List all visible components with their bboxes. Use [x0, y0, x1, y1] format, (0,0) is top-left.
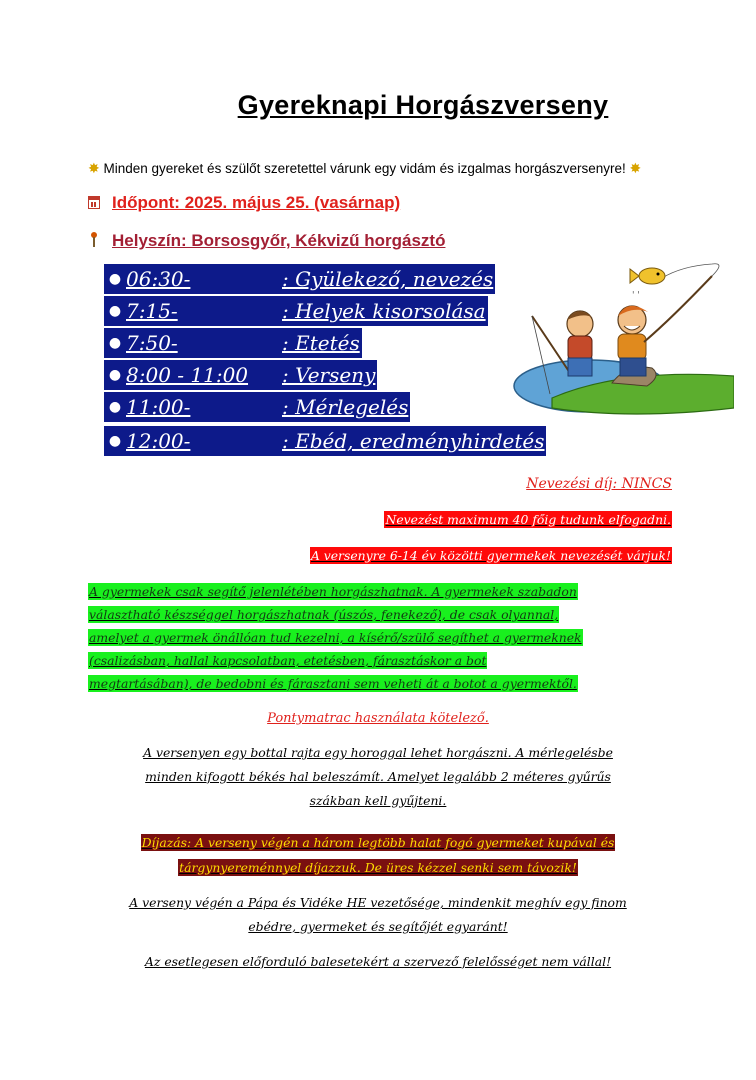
bullet-icon: ● — [108, 433, 122, 449]
date-text: Időpont: 2025. május 25. (vasárnap) — [112, 193, 401, 212]
prizes-text: Díjazás: A verseny végén a három legtöbb halat fogó gyermeket kupával és — [141, 835, 615, 850]
max-entries-line — [384, 512, 672, 527]
rules-line — [88, 653, 487, 668]
bullet-icon: ● — [108, 303, 122, 319]
sparkle-icon: ✸ — [88, 160, 100, 176]
welcome-text: Minden gyereket és szülőt szeretettel várunk egy vidám és izgalmas horgászversenyre! — [103, 161, 626, 176]
rod-rules-line: minden kifogott békés hal beleszámít. Amelyet legalább 2 méteres gyűrűs — [145, 769, 611, 784]
rod-rules-line: A versenyen egy bottal rajta egy horoggal lehet horgászni. A mérlegelésbe — [143, 745, 613, 760]
schedule-time: 7:50- — [126, 331, 178, 355]
schedule-event: : Gyülekező, nevezés — [282, 267, 494, 291]
prizes-text: tárgynyereménnyel díjazzuk. De üres kézzel senki sem távozik! — [179, 860, 577, 875]
rules-line — [88, 607, 559, 622]
schedule-item — [104, 392, 410, 422]
date-row — [88, 193, 400, 213]
age-range-line — [310, 548, 672, 563]
age-range: A versenyre 6-14 év közötti gyermekek nevezését várjuk! — [310, 548, 671, 563]
prizes-line — [0, 835, 756, 850]
pin-icon — [88, 232, 100, 248]
disclaimer: Az esetlegesen előforduló balesetekért a szervező felelősséget nem vállal! — [144, 954, 612, 969]
bullet-icon: ● — [108, 367, 122, 383]
rules-text: választható készséggel horgászhatnak (úszós, fenekező), de csak olyannal, — [89, 607, 559, 622]
entry-fee: Nevezési díj: NINCS — [526, 476, 672, 492]
rod-rules-line: szákban kell gyűjteni. — [309, 793, 447, 808]
svg-text:' ': ' ' — [632, 291, 640, 301]
sparkle-icon: ✸ — [629, 160, 642, 176]
bullet-icon: ● — [108, 335, 122, 351]
welcome-line — [88, 160, 641, 177]
rules-line — [88, 584, 578, 599]
schedule-event: : Helyek kisorsolása — [282, 299, 486, 323]
calendar-icon — [88, 196, 100, 209]
prizes-line — [0, 860, 756, 875]
rules-line — [88, 676, 578, 691]
page-title: Gyereknapi Horgászverseny — [237, 90, 609, 120]
rules-line — [88, 630, 583, 645]
rules-text: amelyet a gyermek önállóan tud kezelni, a kísérő/szülő segíthet a gyermeknek — [89, 630, 582, 645]
schedule-event: : Verseny — [282, 363, 376, 387]
schedule-time: 06:30- — [126, 267, 191, 291]
bullet-icon: ● — [108, 399, 122, 415]
schedule-time: 12:00- — [126, 429, 191, 453]
schedule-time: 8:00 - 11:00 — [126, 363, 249, 387]
schedule-event: : Mérlegelés — [282, 395, 409, 419]
rules-text: A gyermekek csak segítő jelenlétében horgászhatnak. A gyermekek szabadon — [89, 584, 577, 599]
lunch-line: A verseny végén a Pápa és Vidéke HE vezetősége, mindenkit meghív egy finom — [129, 895, 627, 910]
schedule-item — [104, 360, 377, 390]
max-entries: Nevezést maximum 40 főig tudunk elfogadni. — [385, 512, 671, 527]
rules-text: megtartásában), de bedobni és fárasztani sem veheti át a botot a gyermektől. — [89, 676, 577, 691]
schedule-item — [104, 328, 362, 358]
schedule-item — [104, 264, 495, 294]
schedule-item — [104, 426, 546, 456]
schedule-time: 7:15- — [126, 299, 178, 323]
schedule-event: : Ebéd, eredményhirdetés — [282, 429, 545, 453]
schedule-item — [104, 296, 488, 326]
place-text: Helyszín: Borsosgyőr, Kékvizű horgásztó — [112, 231, 446, 250]
place-row — [88, 231, 445, 251]
kids-fishing-illustration — [512, 258, 734, 420]
rules-text: (csalizásban, hallal kapcsolatban, etetésben, fárasztáskor a bot — [89, 653, 487, 668]
lunch-line: ebédre, gyermeket és segítőjét egyaránt! — [248, 919, 508, 934]
bullet-icon: ● — [108, 271, 122, 287]
schedule-time: 11:00- — [126, 395, 191, 419]
schedule-event: : Etetés — [282, 331, 360, 355]
pontymatrac-note: Pontymatrac használata kötelező. — [267, 711, 489, 726]
